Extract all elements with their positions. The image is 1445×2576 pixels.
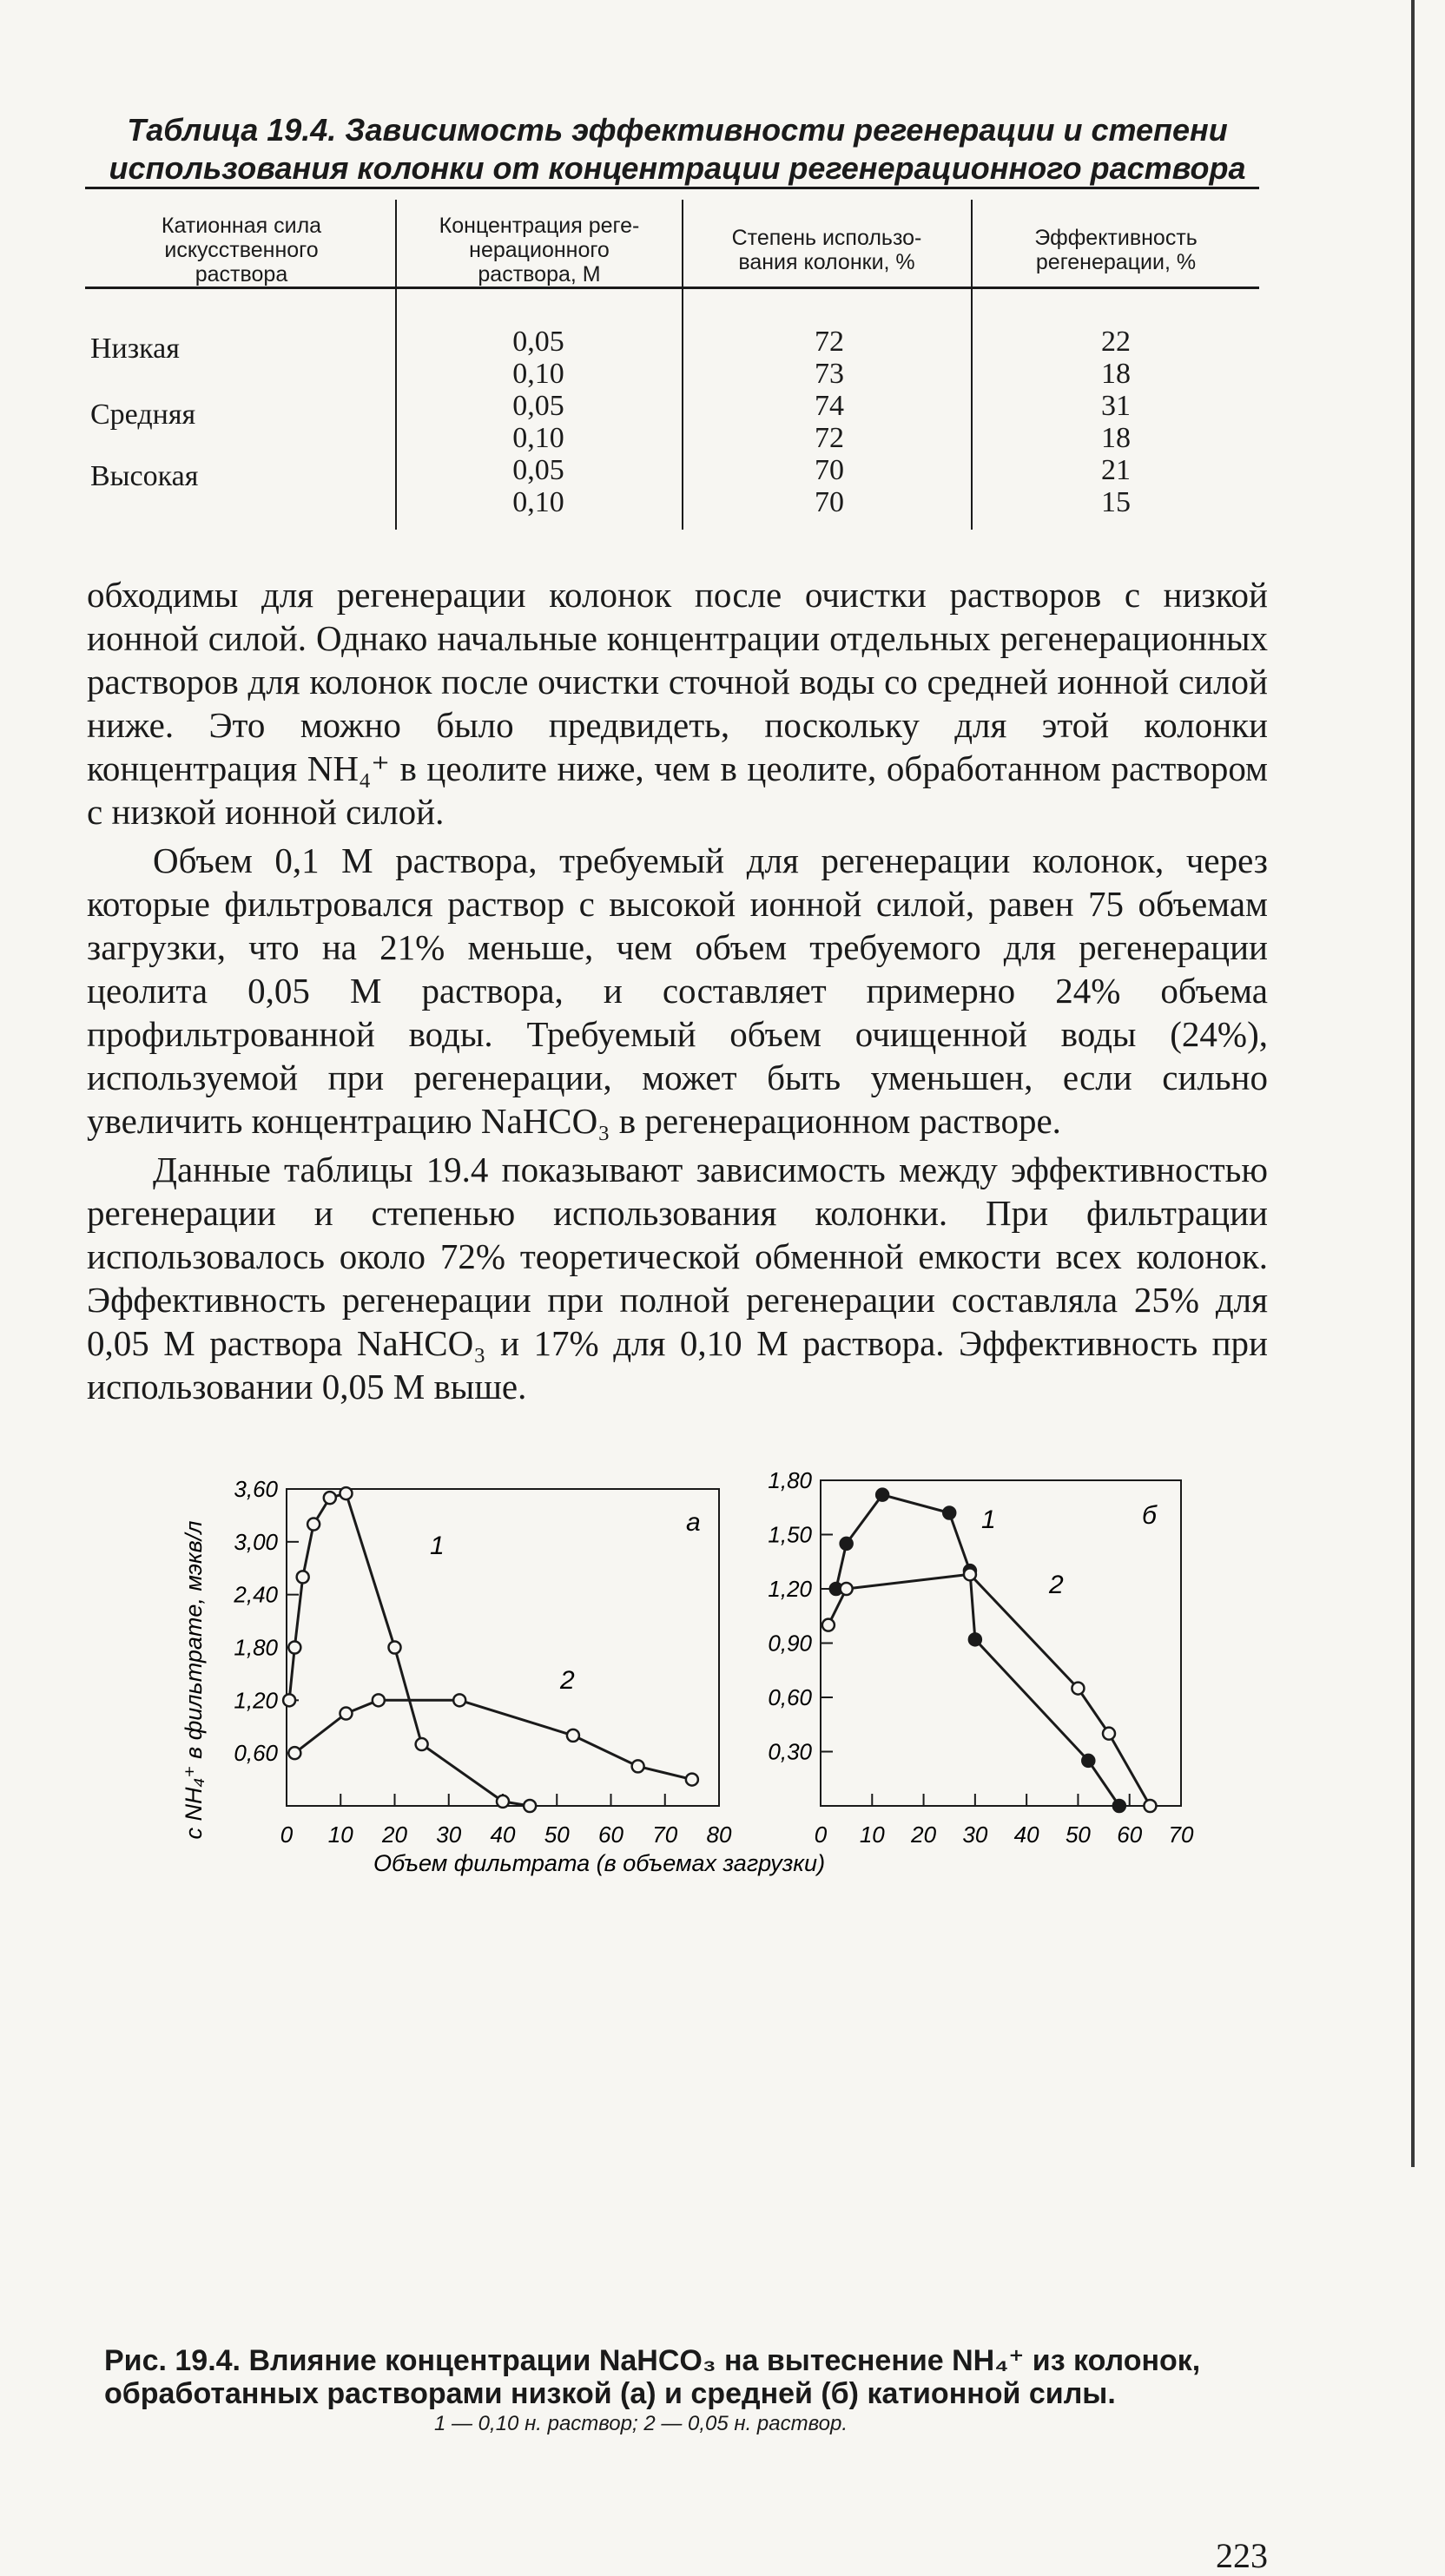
- data-point: [567, 1729, 579, 1742]
- x-tick-label: 50: [1065, 1822, 1091, 1848]
- data-point: [497, 1795, 509, 1808]
- x-tick-label: 0: [280, 1822, 294, 1848]
- y-tick-label: 3,00: [234, 1528, 278, 1555]
- plot-frame: [287, 1489, 719, 1806]
- x-tick-label: 20: [382, 1822, 407, 1848]
- x-tick-label: 10: [859, 1822, 885, 1848]
- table-header-rule: [85, 287, 1259, 289]
- series-label: 2: [1049, 1571, 1064, 1599]
- table-top-rule: [85, 187, 1259, 189]
- x-tick-label: 70: [1168, 1822, 1194, 1848]
- x-tick-label: 30: [436, 1822, 462, 1848]
- data-point: [307, 1519, 320, 1531]
- x-tick-label: 30: [962, 1822, 988, 1848]
- table-cell: 0,10: [512, 422, 564, 454]
- table-cell: 73: [815, 358, 844, 390]
- data-point: [969, 1633, 981, 1645]
- data-point: [876, 1489, 888, 1501]
- data-point: [1144, 1800, 1156, 1812]
- y-axis-label: c NH₄⁺ в фильтрате, мэкв/л: [181, 1520, 207, 1840]
- data-point: [297, 1571, 309, 1583]
- utilization-column: [777, 326, 881, 518]
- data-point: [1103, 1728, 1115, 1740]
- data-point: [964, 1568, 976, 1580]
- x-tick-label: 80: [706, 1822, 732, 1848]
- body-text: [87, 573, 1268, 1413]
- table-cell: 18: [1101, 422, 1131, 454]
- y-tick-label: 0,90: [768, 1630, 812, 1657]
- table-cell: 70: [815, 486, 844, 518]
- x-tick-label: 20: [911, 1822, 937, 1848]
- data-point: [389, 1642, 401, 1654]
- table-caption: [87, 111, 1268, 188]
- x-tick-label: 60: [1117, 1822, 1143, 1848]
- table-cell: 0,10: [512, 358, 564, 390]
- data-point: [453, 1694, 465, 1706]
- chart-panel-b: [768, 1467, 1194, 1848]
- x-tick-label: 0: [814, 1822, 828, 1848]
- x-tick-label: 60: [598, 1822, 624, 1848]
- table-cell: 72: [815, 326, 844, 358]
- data-point: [632, 1760, 644, 1772]
- y-tick-label: 1,20: [768, 1576, 812, 1602]
- row-label-high: Высокая: [90, 460, 199, 492]
- table-header-concentration: Концентрация реге- нерационного раствора, М: [439, 214, 640, 287]
- row-label-low: Низкая: [90, 333, 180, 365]
- x-tick-label: 50: [544, 1822, 570, 1848]
- table-column-divider: [971, 200, 973, 530]
- plot-frame: [821, 1480, 1181, 1806]
- figure-chart: [0, 1459, 1445, 1910]
- data-point: [841, 1538, 853, 1550]
- paragraph: Объем 0,1 М раствора, требуемый для регенерации колонок, через которые фильтровался раствор с высокой ионной силой, равен 75 объемам загрузки, что на 21% меньше, чем объем требуемого для регенерации цеолита 0,05 М раствора, и составляет примерно 24% объема профильтрованной воды. Требуемый объем очищенной воды (24%), используемой при регенерации, может быть уменьшен, если сильно увеличить концентрацию NaHCO₃ в регенерационном растворе.: [87, 840, 1268, 1141]
- x-axis-label: Объем фильтрата (в объемах загрузки): [373, 1850, 826, 1876]
- table-cell: 0,05: [512, 454, 564, 486]
- y-tick-label: 0,30: [768, 1738, 812, 1765]
- figure-legend: 1 — 0,10 н. раствор; 2 — 0,05 н. раствор.: [434, 2412, 848, 2435]
- table-cell: 74: [815, 390, 844, 422]
- data-point: [288, 1642, 300, 1654]
- table-column-divider: [682, 200, 683, 530]
- table-cell: 0,05: [512, 326, 564, 358]
- data-point: [943, 1507, 955, 1519]
- y-tick-label: 0,60: [234, 1740, 278, 1767]
- x-tick-label: 40: [490, 1822, 516, 1848]
- y-tick-label: 1,80: [234, 1634, 278, 1661]
- table-cell: 22: [1101, 326, 1131, 358]
- y-tick-label: 1,80: [768, 1467, 812, 1493]
- data-point: [288, 1747, 300, 1759]
- table-header-ionic-strength: Катионная сила искусственного раствора: [161, 214, 322, 287]
- table-cell: 15: [1101, 486, 1131, 518]
- table-cell: 0,10: [512, 486, 564, 518]
- x-tick-label: 40: [1013, 1822, 1039, 1848]
- series-line-1: [836, 1495, 1119, 1806]
- x-tick-label: 10: [327, 1822, 353, 1848]
- page-number: 223: [1216, 2536, 1268, 2575]
- series-line-2: [828, 1574, 1151, 1806]
- data-point: [841, 1583, 853, 1595]
- data-point: [324, 1492, 336, 1504]
- y-tick-label: 1,20: [234, 1687, 278, 1714]
- table-cell: 31: [1101, 390, 1131, 422]
- data-point: [340, 1487, 352, 1499]
- data-point: [340, 1708, 352, 1720]
- table-column-divider: [395, 200, 397, 530]
- series-label: 1: [981, 1505, 996, 1534]
- chart-panel-a: [233, 1476, 732, 1848]
- table-cell: 18: [1101, 358, 1131, 390]
- panel-label-a: а: [686, 1508, 701, 1537]
- series-line-1: [289, 1493, 530, 1806]
- table-cell: 0,05: [512, 390, 564, 422]
- y-tick-label: 2,40: [234, 1581, 278, 1608]
- paragraph: обходимы для регенерации колонок после очистки растворов с низкой ионной силой. Однако начальные концентрации отдельных регенерационных растворов для колонок после очистки сточной воды со средней ионной силой ниже. Это можно было предвидеть, поскольку для этой колонки концентрация NH₄⁺ в цеолите ниже, чем в цеолите, обработанном раствором с низкой ионной силой.: [87, 575, 1268, 832]
- data-point: [524, 1800, 536, 1812]
- data-point: [1072, 1683, 1084, 1695]
- table-caption-line-1: Таблица 19.4. Зависимость эффективности регенерации и степени: [127, 112, 1228, 148]
- table-cell: 72: [815, 422, 844, 454]
- efficiency-column: [1064, 326, 1168, 518]
- y-tick-label: 0,60: [768, 1684, 812, 1710]
- series-label: 2: [560, 1666, 575, 1695]
- row-label-medium: Средняя: [90, 399, 196, 431]
- series-label: 1: [430, 1532, 445, 1560]
- data-point: [1082, 1755, 1094, 1767]
- data-point: [686, 1774, 698, 1786]
- figure-caption: Рис. 19.4. Влияние концентрации NaHCO₃ на вытеснение NH₄⁺ из колонок, обработанных растворами низкой (а) и средней (б) катионной силы.: [104, 2344, 1201, 2410]
- panel-label-b: б: [1142, 1501, 1157, 1530]
- table-caption-line-2: использования колонки от концентрации регенерационного раствора: [109, 150, 1246, 186]
- data-point: [822, 1619, 835, 1631]
- table-cell: 70: [815, 454, 844, 486]
- x-tick-label: 70: [652, 1822, 678, 1848]
- y-tick-label: 3,60: [234, 1476, 278, 1502]
- data-point: [1113, 1800, 1125, 1812]
- data-point: [416, 1738, 428, 1750]
- data-point: [373, 1694, 385, 1706]
- y-tick-label: 1,50: [768, 1521, 812, 1548]
- data-point: [283, 1694, 295, 1706]
- table-cell: 21: [1101, 454, 1131, 486]
- concentration-column: [469, 326, 608, 518]
- table-header-efficiency: Эффективность регенерации, %: [1034, 226, 1198, 274]
- table-header-utilization: Степень использо- вания колонки, %: [731, 226, 922, 274]
- paragraph: Данные таблицы 19.4 показывают зависимость между эффективностью регенерации и степенью использования колонки. При фильтрации использовалось около 72% теоретической обменной емкости всех колонок. Эффективность регенерации при полной регенерации составляла 25% для 0,05 М раствора NaHCO₃ и 17% для 0,10 М раствора. Эффективность при использовании 0,05 М выше.: [87, 1150, 1268, 1407]
